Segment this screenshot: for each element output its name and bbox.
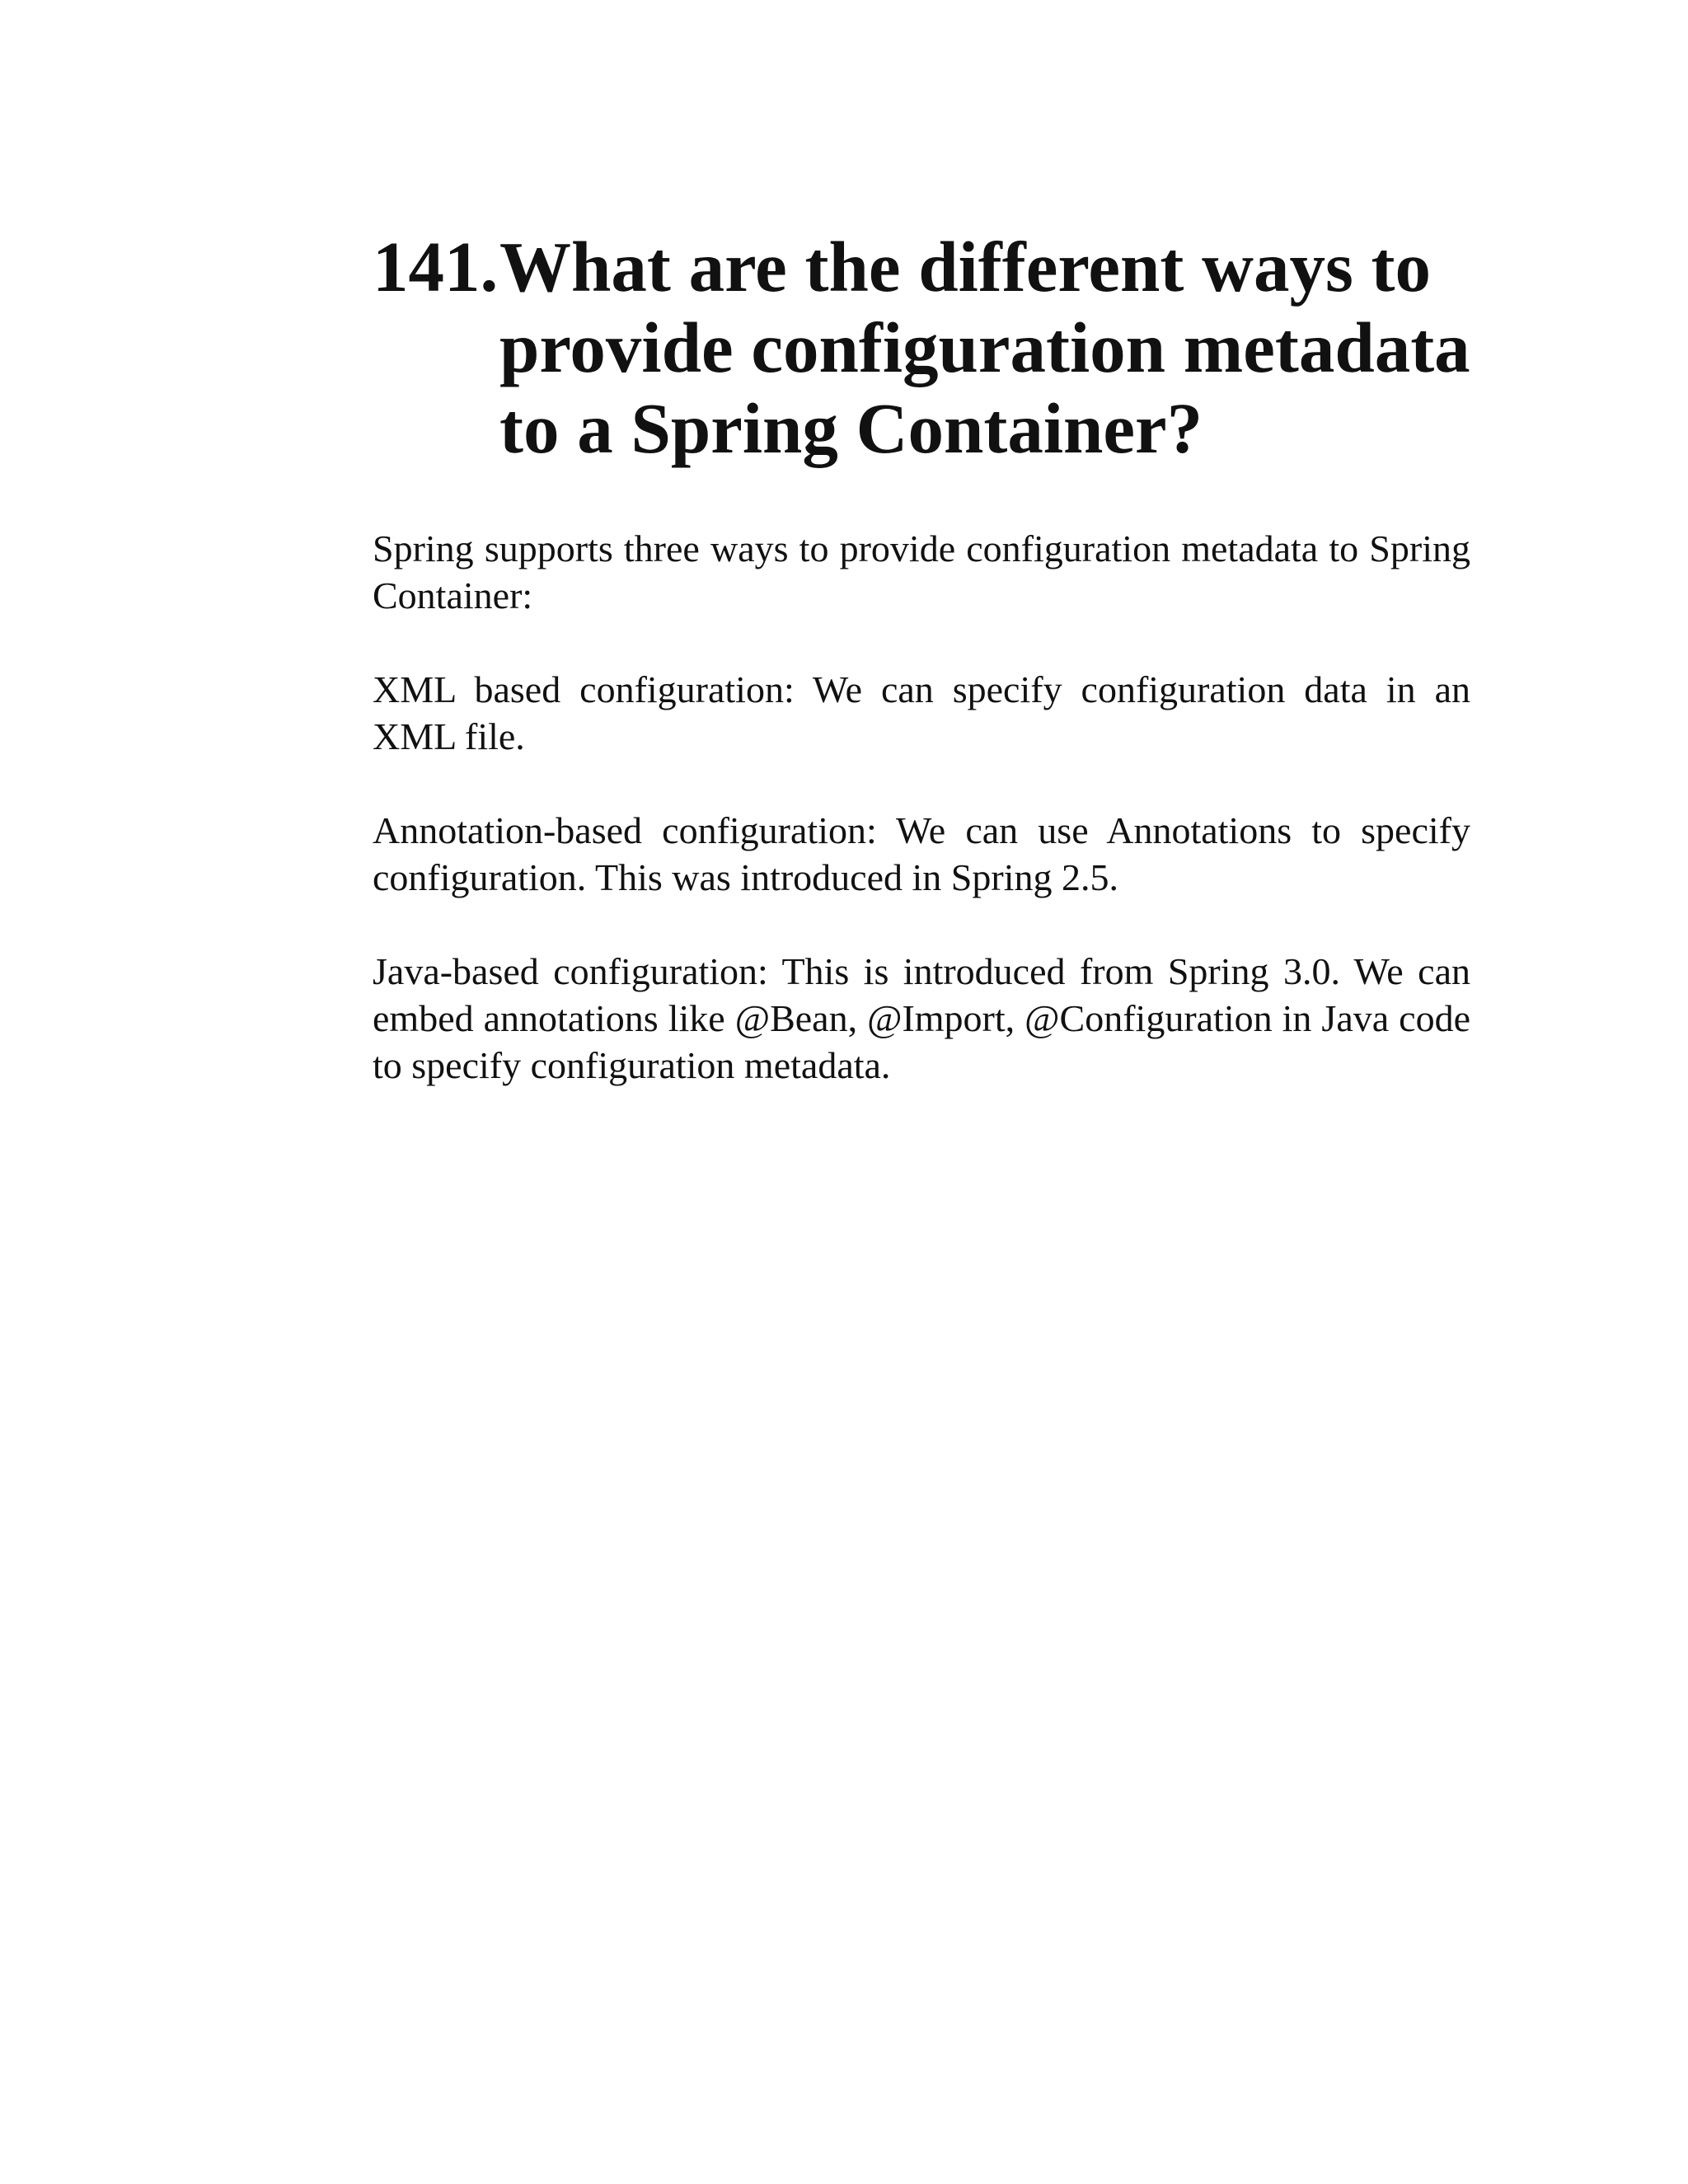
- paragraph-java-config: Java-based configuration: This is introduced from Spring 3.0. We can embed annotations like @Bean, @Import, @Configuration in Java code to specify configuration metadata.: [373, 950, 1470, 1086]
- question-heading: [373, 227, 1470, 469]
- paragraph-xml-config: XML based configuration: We can specify configuration data in an XML file.: [373, 668, 1470, 757]
- answer-body: [373, 525, 1470, 1089]
- paragraph-annotation-config: Annotation-based configuration: We can use Annotations to specify configuration. This was introduced in Spring 2.5.: [373, 809, 1470, 898]
- document-page: [373, 227, 1470, 1136]
- question-title: What are the different ways to provide configuration metadata to a Spring Container?: [499, 227, 1470, 468]
- question-number: 141.: [373, 227, 499, 307]
- paragraph-intro: Spring supports three ways to provide configuration metadata to Spring Container:: [373, 527, 1470, 616]
